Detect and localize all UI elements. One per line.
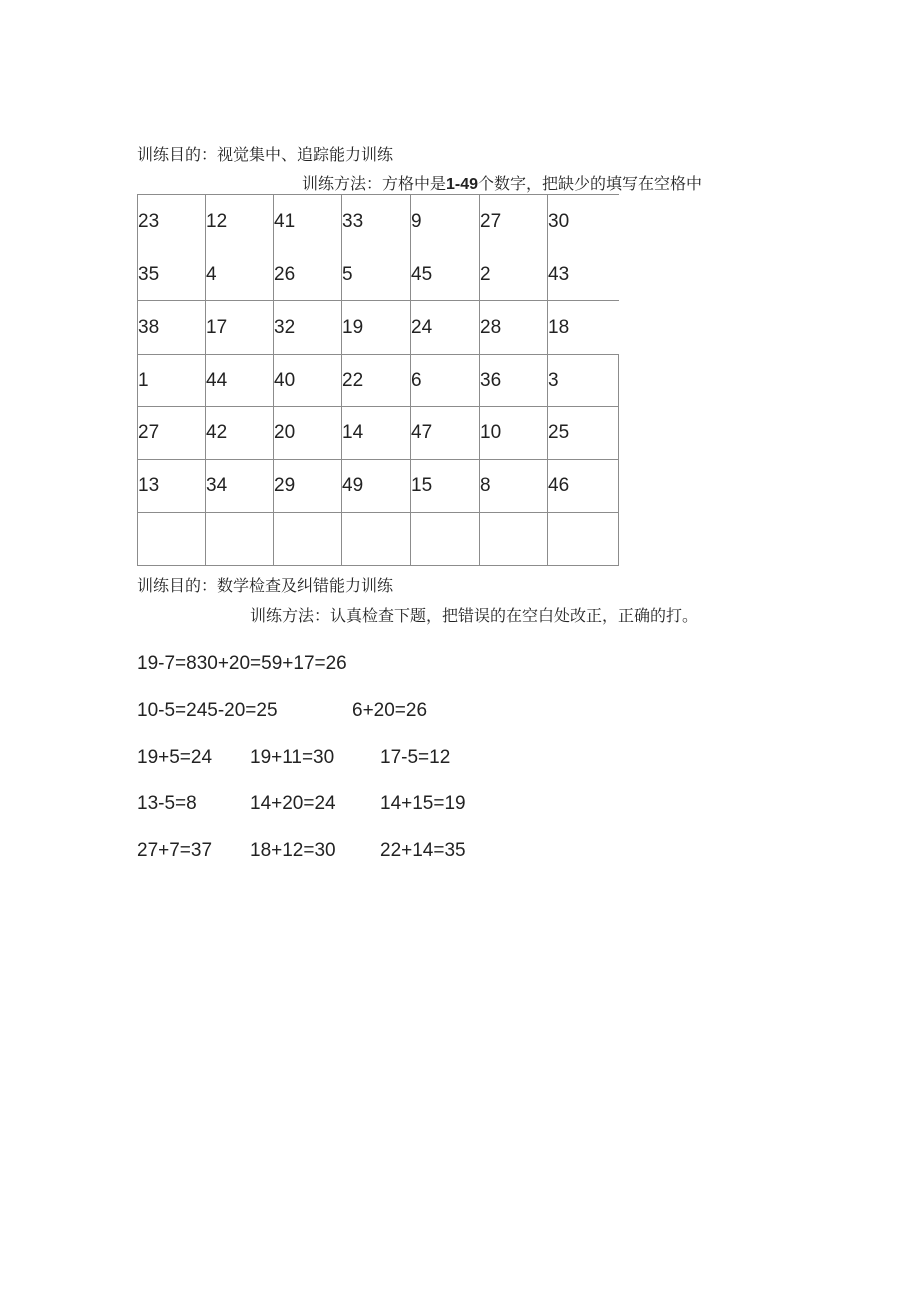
- grid-hline: [137, 300, 619, 301]
- grid-cell: 6: [411, 370, 422, 391]
- grid-cell: 13: [138, 475, 160, 496]
- grid-cell: 14: [342, 422, 364, 443]
- grid-cell: 9: [411, 211, 422, 232]
- grid-cell: 36: [480, 370, 502, 391]
- section1-method-prefix: 训练方法：方格中是: [302, 174, 447, 193]
- grid-cell: 12: [206, 211, 228, 232]
- grid-cell: 27: [138, 422, 160, 443]
- grid-hline: [137, 459, 619, 460]
- grid-cell: 29: [274, 475, 296, 496]
- grid-cell: 10: [480, 422, 502, 443]
- grid-right-border: [618, 354, 619, 566]
- equation: 6+20=26: [352, 700, 428, 721]
- equation: 14+15=19: [380, 793, 466, 814]
- number-grid: [137, 194, 619, 566]
- grid-cell: 19: [342, 317, 364, 338]
- grid-cell: 33: [342, 211, 364, 232]
- grid-cell: 35: [138, 264, 160, 285]
- grid-vline: [341, 194, 342, 566]
- grid-cell: 42: [206, 422, 228, 443]
- section2-title: 训练目的：数学检查及纠错能力训练: [137, 576, 394, 595]
- grid-cell: 15: [411, 475, 433, 496]
- grid-cell: 4: [206, 264, 217, 285]
- grid-cell: 23: [138, 211, 160, 232]
- grid-cell: 45: [411, 264, 433, 285]
- grid-cell: 24: [411, 317, 433, 338]
- section1-method: [302, 171, 702, 194]
- grid-cell: 32: [274, 317, 296, 338]
- grid-vline: [479, 194, 480, 566]
- grid-cell: 41: [274, 211, 296, 232]
- equation: 17-5=12: [380, 747, 451, 768]
- grid-vline: [273, 194, 274, 566]
- section1-title: 训练目的：视觉集中、追踪能力训练: [137, 145, 394, 164]
- grid-cell: 1: [138, 370, 149, 391]
- grid-hline: [137, 565, 619, 566]
- equation: 18+12=30: [250, 840, 336, 861]
- grid-cell: 43: [548, 264, 570, 285]
- grid-hline: [137, 354, 619, 355]
- grid-cell: 44: [206, 370, 228, 391]
- section1-method-range: 1-49: [446, 176, 479, 193]
- grid-cell: 26: [274, 264, 296, 285]
- equation: 13-5=8: [137, 793, 197, 814]
- equation: 10-5=245-20=25: [137, 700, 278, 721]
- grid-cell: 28: [480, 317, 502, 338]
- grid-cell: 22: [342, 370, 364, 391]
- grid-cell: 49: [342, 475, 364, 496]
- grid-vline: [205, 194, 206, 566]
- grid-vline: [410, 194, 411, 566]
- grid-cell: 34: [206, 475, 228, 496]
- section2-method: 训练方法：认真检查下题，把错误的在空白处改正，正确的打。: [250, 606, 699, 625]
- equation: 19-7=830+20=59+17=26: [137, 653, 347, 674]
- grid-cell: 5: [342, 264, 353, 285]
- grid-hline: [137, 512, 619, 513]
- grid-cell: 17: [206, 317, 228, 338]
- grid-cell: 20: [274, 422, 296, 443]
- equation: 22+14=35: [380, 840, 466, 861]
- grid-cell: 18: [548, 317, 570, 338]
- grid-cell: 46: [548, 475, 570, 496]
- grid-cell: 47: [411, 422, 433, 443]
- equation: 19+5=24: [137, 747, 213, 768]
- grid-cell: 8: [480, 475, 491, 496]
- grid-cell: 27: [480, 211, 502, 232]
- grid-cell: 2: [480, 264, 491, 285]
- grid-vline: [547, 194, 548, 566]
- equation: 19+11=30: [250, 747, 335, 768]
- section1-method-suffix: 个数字，把缺少的填写在空格中: [478, 174, 703, 193]
- grid-cell: 3: [548, 370, 559, 391]
- grid-cell: 38: [138, 317, 160, 338]
- grid-hline: [137, 406, 619, 407]
- equation: 14+20=24: [250, 793, 336, 814]
- grid-vline: [137, 194, 138, 566]
- grid-cell: 30: [548, 211, 570, 232]
- grid-cell: 40: [274, 370, 296, 391]
- grid-hline: [137, 194, 619, 195]
- grid-cell: 25: [548, 422, 570, 443]
- equation: 27+7=37: [137, 840, 213, 861]
